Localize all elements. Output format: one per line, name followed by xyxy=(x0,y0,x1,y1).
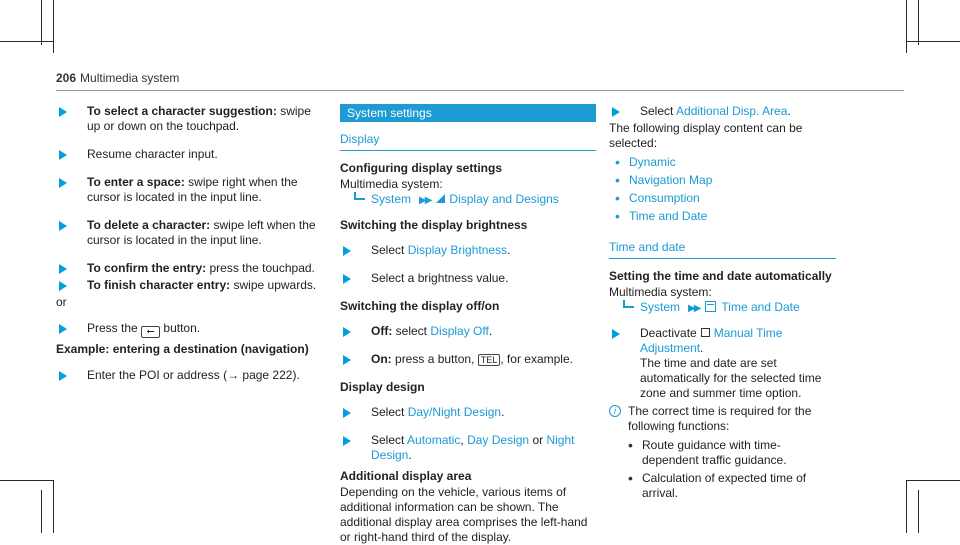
option-day-design[interactable]: Day Design xyxy=(467,433,530,447)
step-text: swipe upwards. xyxy=(233,278,317,292)
arrow-icon xyxy=(59,281,67,291)
list-item: • Route guidance with time-dependent traffic guidance. xyxy=(628,438,836,468)
configure-intro: Multimedia system: xyxy=(340,177,443,191)
crop-mark xyxy=(0,41,54,42)
section-heading: Display xyxy=(340,132,596,151)
option-consumption[interactable]: Consumption xyxy=(629,191,700,205)
checkbox-icon[interactable] xyxy=(701,328,710,337)
step-text: Deactivate xyxy=(640,326,697,340)
option-navigation-map[interactable]: Navigation Map xyxy=(629,173,713,187)
arrow-icon xyxy=(343,327,351,337)
option-additional-disp-area[interactable]: Additional Disp. Area xyxy=(676,104,788,118)
arrow-icon xyxy=(59,221,67,231)
step-text: swipe left when the cursor is located in the input line. xyxy=(87,218,316,247)
list-item xyxy=(609,155,836,170)
column-middle xyxy=(340,104,596,545)
header-rule xyxy=(56,90,904,91)
step-text: Select xyxy=(371,405,405,419)
list-item xyxy=(609,191,836,206)
crop-mark xyxy=(918,0,919,45)
info-note xyxy=(609,404,836,501)
step-enter-poi xyxy=(56,368,324,383)
option-day-night-design[interactable]: Day/Night Design xyxy=(407,405,502,419)
step-text: select xyxy=(395,324,428,338)
example-heading: Example: entering a destination (navigation) xyxy=(56,342,309,356)
step-label: To select a character suggestion: xyxy=(87,104,277,118)
following-text: The following display content can be selected: xyxy=(609,121,803,150)
or-text: or xyxy=(56,295,67,309)
step-finish xyxy=(56,278,324,293)
arrow-icon xyxy=(59,371,67,381)
crop-mark xyxy=(906,41,960,42)
option-display-brightness[interactable]: Display Brightness xyxy=(407,243,508,257)
page-header xyxy=(56,71,179,86)
auto-heading: Setting the time and date automatically xyxy=(609,269,832,283)
step-on xyxy=(340,352,596,367)
step-space xyxy=(56,175,324,205)
step-press-back xyxy=(56,321,324,336)
step-text: press the touchpad. xyxy=(209,261,315,275)
onoff-heading: Switching the display off/on xyxy=(340,299,500,313)
arrow-icon xyxy=(343,246,351,256)
step-off: Off: select Display Off. xyxy=(340,324,596,339)
list-item xyxy=(609,209,836,224)
double-chevron-icon: ▶▶ xyxy=(419,195,431,206)
note-list xyxy=(628,438,836,501)
step-delete xyxy=(56,218,324,248)
crop-mark xyxy=(918,490,919,533)
step-select-brightness: Select Display Brightness. xyxy=(340,243,596,258)
step-text: swipe right when the cursor is located in the input line. xyxy=(87,175,298,204)
back-key-icon: ⭠ xyxy=(141,326,160,338)
menu-link-system[interactable]: System xyxy=(640,300,681,314)
crop-mark xyxy=(53,0,54,53)
step-label: To delete a character: xyxy=(87,218,211,232)
step-text: , for example. xyxy=(500,352,573,366)
page-number: 206 xyxy=(56,71,77,85)
crop-mark xyxy=(906,480,907,533)
arrow-icon xyxy=(59,264,67,274)
arrow-icon xyxy=(343,355,351,365)
section-heading: Time and date xyxy=(609,240,836,259)
step-text: press a button, xyxy=(395,352,475,366)
crop-mark xyxy=(53,480,54,533)
step-resume xyxy=(56,147,324,162)
design-heading: Display design xyxy=(340,380,425,394)
step-text: Select a brightness value. xyxy=(371,271,509,285)
option-manual-time-adjustment[interactable]: Manual Time Adjustment xyxy=(640,326,783,355)
arrow-icon xyxy=(343,274,351,284)
step-brightness-value xyxy=(340,271,596,286)
additional-text: Depending on the vehicle, various items of additional information can be shown. The additional display area comprises the left-hand or right-hand third of the display. xyxy=(340,485,588,544)
path-start-icon xyxy=(354,192,365,200)
arrow-icon xyxy=(612,329,620,339)
step-text: Enter the POI or address (→ page 222). xyxy=(87,368,300,382)
step-label: To finish character entry: xyxy=(87,278,231,292)
path-start-icon xyxy=(623,300,634,308)
step-text: Select xyxy=(640,104,674,118)
step-select-design: Select Day/Night Design. xyxy=(340,405,596,420)
option-time-and-date[interactable]: Time and Date xyxy=(629,209,708,223)
option-automatic[interactable]: Automatic xyxy=(407,433,461,447)
additional-heading: Additional display area xyxy=(340,469,472,483)
section-banner: System settings xyxy=(340,104,596,122)
option-night-design[interactable]: Night Design xyxy=(371,433,575,462)
tel-key-icon: TEL xyxy=(478,354,501,366)
menu-path xyxy=(609,300,836,316)
step-text: Select xyxy=(371,433,405,447)
step-label: Off: xyxy=(371,324,393,338)
arrow-icon xyxy=(612,107,620,117)
menu-link-system[interactable]: System xyxy=(371,192,412,206)
calendar-icon xyxy=(705,301,716,312)
menu-path xyxy=(340,192,596,208)
crop-mark xyxy=(41,490,42,533)
step-text: The time and date are set automatically for the selected time zone and summer time option. xyxy=(640,356,822,400)
step-confirm xyxy=(56,261,324,276)
info-icon: i xyxy=(609,405,621,417)
step-text: or xyxy=(532,433,544,447)
step-select-mode: Select Automatic, Day Design or Night Design. xyxy=(340,433,596,463)
step-text: Resume character input. xyxy=(87,147,218,161)
double-chevron-icon: ▶▶ xyxy=(688,303,700,314)
arrow-icon xyxy=(59,324,67,334)
list-item xyxy=(609,173,836,188)
option-display-off[interactable]: Display Off xyxy=(430,324,489,338)
configure-heading: Configuring display settings xyxy=(340,161,503,175)
step-text: button. xyxy=(163,321,201,335)
step-text: Press the xyxy=(87,321,138,335)
step-text: Select xyxy=(371,243,405,257)
note-text: The correct time is required for the following functions: xyxy=(628,404,812,433)
arrow-icon xyxy=(59,178,67,188)
display-icon xyxy=(436,194,445,203)
step-label: To confirm the entry: xyxy=(87,261,207,275)
arrow-icon xyxy=(59,150,67,160)
arrow-icon xyxy=(343,436,351,446)
brightness-heading: Switching the display brightness xyxy=(340,218,528,232)
step-select-suggestion xyxy=(56,104,324,134)
crop-mark xyxy=(0,480,54,481)
section-title: Multimedia system xyxy=(80,71,180,85)
menu-link-time-date[interactable]: Time and Date xyxy=(721,300,800,314)
crop-mark xyxy=(906,480,960,481)
option-dynamic[interactable]: Dynamic xyxy=(629,155,676,169)
crop-mark xyxy=(41,0,42,45)
column-left xyxy=(56,104,324,396)
step-label: On: xyxy=(371,352,392,366)
column-right xyxy=(609,104,836,504)
step-label: To enter a space: xyxy=(87,175,185,189)
step-select-area: Select Additional Disp. Area. xyxy=(609,104,836,119)
arrow-icon xyxy=(59,107,67,117)
step-deactivate: Deactivate Manual Time Adjustment. The time and date are set automatically for the selected time zone and summer time option. xyxy=(609,326,836,401)
auto-intro: Multimedia system: xyxy=(609,285,712,299)
list-item: • Calculation of expected time of arrival. xyxy=(628,471,836,501)
step-text: swipe up or down on the touchpad. xyxy=(87,104,311,133)
crop-mark xyxy=(906,0,907,53)
arrow-icon xyxy=(343,408,351,418)
menu-link-display[interactable]: Display and Designs xyxy=(449,192,559,206)
